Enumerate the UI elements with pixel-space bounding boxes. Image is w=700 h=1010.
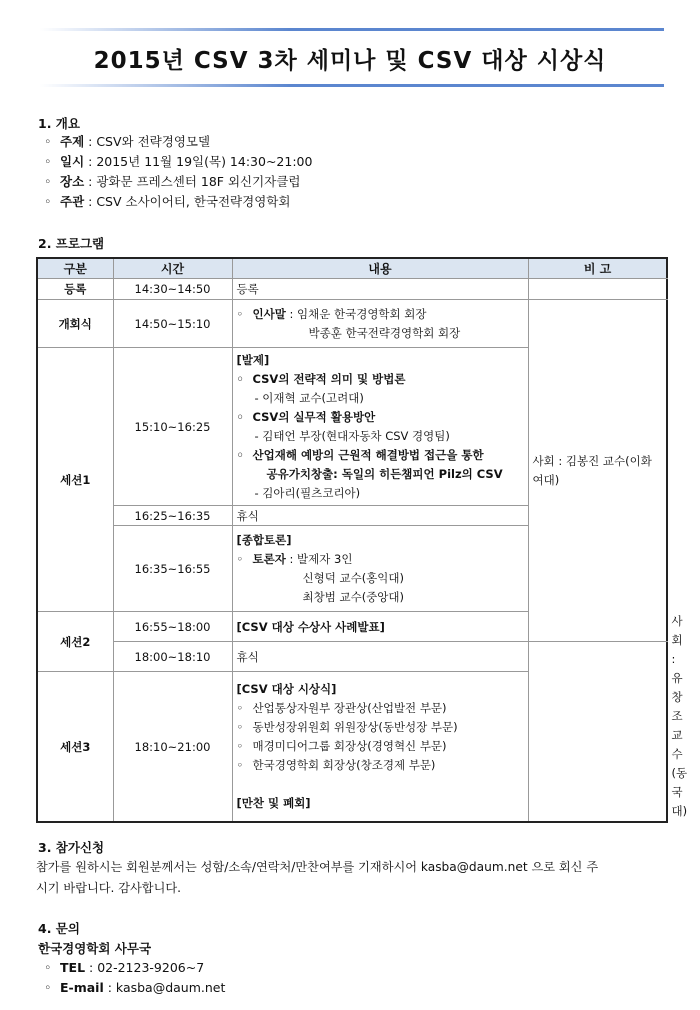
program-heading: 2. 프로그램 xyxy=(38,236,105,251)
contact-heading: 4. 문의 xyxy=(38,921,80,936)
apply-heading: 3. 참가신청 xyxy=(38,840,105,855)
program-table xyxy=(36,257,688,823)
row-time: 18:10~21:00 xyxy=(113,672,232,822)
row-content: 등록 xyxy=(232,279,528,300)
bullet-icon: ◦ xyxy=(44,174,52,189)
bullet-icon: ◦ xyxy=(236,306,244,321)
apply-text-line-1: 참가를 원하시는 회원분께서는 성함/소속/연락처/만찬여부를 기재하시어 kasba@daum.net 으로 회신 주 xyxy=(36,860,599,874)
bullet-icon: ◦ xyxy=(236,758,244,773)
bullet-icon: ◦ xyxy=(236,409,244,424)
row-time: 16:25~16:35 xyxy=(113,506,232,526)
overview-heading: 1. 개요 xyxy=(38,116,80,131)
contact-tel: ◦ TEL : 02-2123-9206~7 xyxy=(44,960,205,975)
title-bottom-rule xyxy=(40,84,664,87)
row-section: 등록 xyxy=(37,279,113,300)
row-content: [발제] ◦ CSV의 전략적 의미 및 방법론 - 이재혁 교수(고려대) ◦ CSV의 실무적 활용방안 - 김태언 부장(현대자동차 CSV 경영팀) ◦ 산업재해 예방의 근원적 해결방법 접근을 통한 공유가치창출: 독일의 히든챔피언 Pilz의 CSV - 김아리(필츠코리아) xyxy=(232,348,528,506)
overview-item-venue: ◦ 장소 : 광화문 프레스센터 18F 외신기자클럽 xyxy=(44,174,301,189)
row-note-moderator-1: 사회 : 김봉진 교수(이화여대) xyxy=(528,300,667,642)
bullet-icon: ◦ xyxy=(236,371,244,386)
row-section: 세션2 xyxy=(37,612,113,672)
col-header-content: 내용 xyxy=(232,258,528,279)
table-row xyxy=(37,279,667,300)
page-title: 2015년 CSV 3차 세미나 및 CSV 대상 시상식 xyxy=(93,48,607,74)
table-row xyxy=(37,642,667,672)
table-row: 세션2 16:55~18:00 [CSV 대상 수상사 사례발표] 사회 : 유창조 교수(동국대) xyxy=(37,612,667,642)
overview-item-topic: ◦ 주제 : CSV와 전략경영모델 xyxy=(44,134,211,149)
row-time: 15:10~16:25 xyxy=(113,348,232,506)
row-time: 18:00~18:10 xyxy=(113,642,232,672)
contact-email-link[interactable]: : kasba@daum.net xyxy=(103,980,226,995)
row-time: 16:55~18:00 xyxy=(113,612,232,642)
row-time: 16:35~16:55 xyxy=(113,526,232,612)
contact-org: 한국경영학회 사무국 xyxy=(38,941,152,956)
bullet-icon: ◦ xyxy=(236,447,244,462)
apply-text-line-2: 시기 바랍니다. 감사합니다. xyxy=(36,881,182,895)
contact-email: ◦ E-mail : kasba@daum.net xyxy=(44,980,226,995)
row-section: 세션1 xyxy=(37,348,113,612)
overview-item-date: ◦ 일시 : 2015년 11월 19일(목) 14:30~21:00 xyxy=(44,154,313,169)
row-time: 14:30~14:50 xyxy=(113,279,232,300)
bullet-icon: ◦ xyxy=(44,154,52,169)
row-content: [CSV 대상 수상사 사례발표] xyxy=(232,612,528,642)
row-time: 14:50~15:10 xyxy=(113,300,232,348)
bullet-icon: ◦ xyxy=(44,194,52,209)
col-header-section: 구분 xyxy=(37,258,113,279)
bullet-icon: ◦ xyxy=(236,701,244,716)
bullet-icon: ◦ xyxy=(44,960,52,975)
overview-item-host: ◦ 주관 : CSV 소사이어티, 한국전략경영학회 xyxy=(44,194,291,209)
row-content: [CSV 대상 시상식] ◦ 산업통상자원부 장관상(산업발전 부문) ◦ 동반성장위원회 위원장상(동반성장 부문) ◦ 매경미디어그룹 회장상(경영혁신 부문) ◦ 한국경영학회 회장상(창조경제 부문) [만찬 및 폐회] xyxy=(232,672,528,822)
table-row xyxy=(37,300,667,348)
table-row xyxy=(37,672,667,822)
col-header-time: 시간 xyxy=(113,258,232,279)
row-section: 개회식 xyxy=(37,300,113,348)
bullet-icon: ◦ xyxy=(236,551,244,566)
row-content: 휴식 xyxy=(232,642,528,672)
row-content: [종합토론] ◦ 토론자 : 발제자 3인 신형덕 교수(홍익대) 최창범 교수(중앙대) xyxy=(232,526,528,612)
row-note-empty xyxy=(528,279,667,300)
bullet-icon: ◦ xyxy=(44,980,52,995)
title-top-rule xyxy=(40,28,664,31)
row-section: 세션3 xyxy=(37,672,113,822)
col-header-note: 비 고 xyxy=(528,258,667,279)
bullet-icon: ◦ xyxy=(236,739,244,754)
bullet-icon: ◦ xyxy=(44,134,52,149)
row-content: ◦ 인사말 : 임채운 한국경영학회 회장 박종훈 한국전략경영학회 회장 xyxy=(232,300,528,348)
table-header-row xyxy=(37,258,667,279)
row-content: 휴식 xyxy=(232,506,528,526)
bullet-icon: ◦ xyxy=(236,720,244,735)
